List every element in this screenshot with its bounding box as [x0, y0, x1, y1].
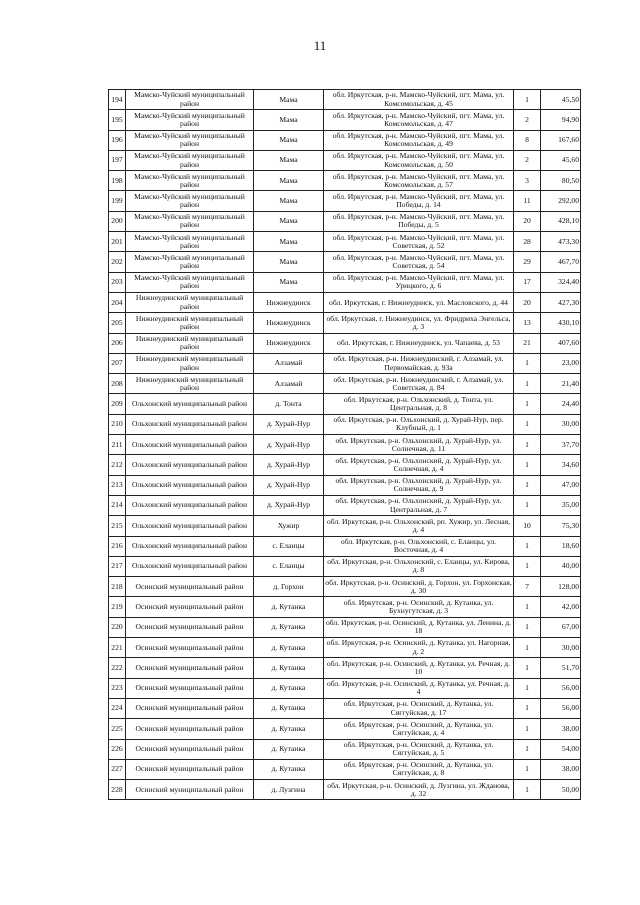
count-cell: 1 [514, 90, 541, 110]
table-row [109, 495, 581, 515]
address-cell: обл. Иркутская, р-н. Мамско-Чуйский, пгт. Мама, ул. Комсомольская, д. 45 [324, 90, 514, 110]
district-cell: Осинский муниципальный район [126, 597, 254, 617]
locality-cell: Мама [254, 252, 324, 272]
row-number-cell: 208 [109, 374, 126, 394]
count-cell: 3 [514, 171, 541, 191]
address-cell: обл. Иркутская, г. Нижнеудинск, ул. Масловского, д. 44 [324, 292, 514, 312]
count-cell: 20 [514, 292, 541, 312]
district-cell: Осинский муниципальный район [126, 678, 254, 698]
table-row [109, 435, 581, 455]
locality-cell: д. Кутанка [254, 698, 324, 718]
area-cell: 427,30 [541, 292, 581, 312]
table-row [109, 759, 581, 779]
area-cell: 80,50 [541, 171, 581, 191]
row-number-cell: 228 [109, 780, 126, 800]
count-cell: 1 [514, 556, 541, 576]
table-row [109, 516, 581, 536]
count-cell: 1 [514, 495, 541, 515]
district-cell: Мамско-Чуйский муниципальный район [126, 272, 254, 292]
locality-cell: д. Хурай-Нур [254, 495, 324, 515]
locality-cell: Нижнеудинск [254, 333, 324, 353]
area-cell: 38,00 [541, 759, 581, 779]
table-row [109, 232, 581, 252]
area-cell: 56,00 [541, 698, 581, 718]
table-row [109, 638, 581, 658]
district-cell: Ольхонский муниципальный район [126, 475, 254, 495]
count-cell: 1 [514, 435, 541, 455]
area-cell: 128,00 [541, 577, 581, 597]
district-cell: Ольхонский муниципальный район [126, 435, 254, 455]
district-cell: Мамско-Чуйский муниципальный район [126, 171, 254, 191]
address-cell: обл. Иркутская, р-н. Мамско-Чуйский, пгт. Мама, ул. Советская, д. 52 [324, 232, 514, 252]
row-number-cell: 215 [109, 516, 126, 536]
table-row [109, 150, 581, 170]
table-row [109, 719, 581, 739]
row-number-cell: 227 [109, 759, 126, 779]
table-row [109, 211, 581, 231]
count-cell: 2 [514, 150, 541, 170]
row-number-cell: 207 [109, 353, 126, 373]
table-row [109, 658, 581, 678]
area-cell: 67,00 [541, 617, 581, 637]
count-cell: 1 [514, 394, 541, 414]
locality-cell: Мама [254, 211, 324, 231]
row-number-cell: 198 [109, 171, 126, 191]
area-cell: 42,00 [541, 597, 581, 617]
row-number-cell: 196 [109, 130, 126, 150]
table-row [109, 678, 581, 698]
locality-cell: д. Кутанка [254, 739, 324, 759]
row-number-cell: 221 [109, 638, 126, 658]
district-cell: Мамско-Чуйский муниципальный район [126, 191, 254, 211]
locality-cell: д. Кутанка [254, 658, 324, 678]
count-cell: 1 [514, 374, 541, 394]
address-cell: обл. Иркутская, р-н. Осинский, д. Кутанка, ул. Бухнугутская, д. 3 [324, 597, 514, 617]
area-cell: 47,00 [541, 475, 581, 495]
count-cell: 7 [514, 577, 541, 597]
address-cell: обл. Иркутская, р-н. Мамско-Чуйский, пгт. Мама, ул. Комсомольская, д. 57 [324, 171, 514, 191]
area-cell: 324,40 [541, 272, 581, 292]
address-cell: обл. Иркутская, г. Нижнеудинск, ул. Чапаева, д. 53 [324, 333, 514, 353]
row-number-cell: 206 [109, 333, 126, 353]
row-number-cell: 212 [109, 455, 126, 475]
table-row [109, 353, 581, 373]
district-cell: Нижнеудинский муниципальный район [126, 353, 254, 373]
count-cell: 2 [514, 110, 541, 130]
locality-cell: Нижнеудинск [254, 313, 324, 333]
district-cell: Осинский муниципальный район [126, 698, 254, 718]
row-number-cell: 223 [109, 678, 126, 698]
area-cell: 51,70 [541, 658, 581, 678]
district-cell: Осинский муниципальный район [126, 780, 254, 800]
count-cell: 10 [514, 516, 541, 536]
district-cell: Осинский муниципальный район [126, 739, 254, 759]
address-cell: обл. Иркутская, р-н. Мамско-Чуйский, пгт. Мама, ул. Комсомольская, д. 49 [324, 130, 514, 150]
count-cell: 20 [514, 211, 541, 231]
row-number-cell: 218 [109, 577, 126, 597]
page-number: 11 [313, 38, 327, 53]
row-number-cell: 225 [109, 719, 126, 739]
address-cell: обл. Иркутская, р-н. Мамско-Чуйский, пгт. Мама, ул. Комсомольская, д. 47 [324, 110, 514, 130]
table-row [109, 536, 581, 556]
address-cell: обл. Иркутская, р-н. Нижнеудинский, г. Алзамай, ул. Первомайская, д. 93а [324, 353, 514, 373]
table-row [109, 191, 581, 211]
row-number-cell: 194 [109, 90, 126, 110]
table-row [109, 556, 581, 576]
table-row [109, 171, 581, 191]
district-cell: Ольхонский муниципальный район [126, 516, 254, 536]
locality-cell: д. Кутанка [254, 597, 324, 617]
address-cell: обл. Иркутская, р-н. Осинский, д. Кутанка, ул. Сяггуйская, д. 4 [324, 719, 514, 739]
count-cell: 1 [514, 759, 541, 779]
count-cell: 1 [514, 719, 541, 739]
district-cell: Мамско-Чуйский муниципальный район [126, 252, 254, 272]
address-cell: обл. Иркутская, р-н. Осинский, д. Кутанка, ул. Сяггуйская, д. 8 [324, 759, 514, 779]
address-cell: обл. Иркутская, р-н. Осинский, д. Кутанка, ул. Речная, д. 4 [324, 678, 514, 698]
row-number-cell: 201 [109, 232, 126, 252]
table-row [109, 252, 581, 272]
address-cell: обл. Иркутская, р-н. Мамско-Чуйский, пгт. Мама, ул. Комсомольская, д. 50 [324, 150, 514, 170]
district-cell: Нижнеудинский муниципальный район [126, 374, 254, 394]
count-cell: 1 [514, 353, 541, 373]
housing-registry-table [108, 89, 581, 800]
address-cell: обл. Иркутская, р-н. Осинский, д. Кутанка, ул. Сяггуйская, д. 17 [324, 698, 514, 718]
table-row [109, 394, 581, 414]
district-cell: Осинский муниципальный район [126, 759, 254, 779]
locality-cell: д. Тонта [254, 394, 324, 414]
row-number-cell: 220 [109, 617, 126, 637]
address-cell: обл. Иркутская, р-н. Осинский, д. Кутанка, ул. Нагорная, д. 2 [324, 638, 514, 658]
district-cell: Осинский муниципальный район [126, 638, 254, 658]
locality-cell: д. Кутанка [254, 678, 324, 698]
row-number-cell: 203 [109, 272, 126, 292]
address-cell: обл. Иркутская, р-н. Ольхонский, д. Хурай-Нур, ул. Солнечная, д. 4 [324, 455, 514, 475]
area-cell: 54,00 [541, 739, 581, 759]
district-cell: Ольхонский муниципальный район [126, 394, 254, 414]
address-cell: обл. Иркутская, р-н. Осинский, д. Лузгина, ул. Жданова, д. 32 [324, 780, 514, 800]
locality-cell: д. Кутанка [254, 759, 324, 779]
area-cell: 430,10 [541, 313, 581, 333]
district-cell: Мамско-Чуйский муниципальный район [126, 110, 254, 130]
area-cell: 56,00 [541, 678, 581, 698]
area-cell: 94,90 [541, 110, 581, 130]
locality-cell: Мама [254, 130, 324, 150]
row-number-cell: 202 [109, 252, 126, 272]
row-number-cell: 216 [109, 536, 126, 556]
address-cell: обл. Иркутская, р-н. Ольхонский, с. Еланцы, ул. Кирова, д. 8 [324, 556, 514, 576]
area-cell: 167,60 [541, 130, 581, 150]
district-cell: Нижнеудинский муниципальный район [126, 313, 254, 333]
locality-cell: д. Лузгина [254, 780, 324, 800]
address-cell: обл. Иркутская, р-н. Осинский, д. Кутанка, ул. Сяггуйская, д. 5 [324, 739, 514, 759]
area-cell: 50,00 [541, 780, 581, 800]
count-cell: 1 [514, 617, 541, 637]
count-cell: 1 [514, 739, 541, 759]
locality-cell: д. Хурай-Нур [254, 475, 324, 495]
row-number-cell: 205 [109, 313, 126, 333]
district-cell: Осинский муниципальный район [126, 658, 254, 678]
table-body [109, 90, 581, 800]
count-cell: 1 [514, 658, 541, 678]
locality-cell: Мама [254, 150, 324, 170]
count-cell: 1 [514, 597, 541, 617]
table-row [109, 617, 581, 637]
district-cell: Мамско-Чуйский муниципальный район [126, 150, 254, 170]
row-number-cell: 213 [109, 475, 126, 495]
row-number-cell: 222 [109, 658, 126, 678]
locality-cell: д. Кутанка [254, 617, 324, 637]
count-cell: 17 [514, 272, 541, 292]
area-cell: 37,70 [541, 435, 581, 455]
count-cell: 1 [514, 536, 541, 556]
address-cell: обл. Иркутская, р-н. Ольхонский, рп. Хужир, ул. Лесная, д. 4 [324, 516, 514, 536]
address-cell: обл. Иркутская, р-н. Ольхонский, д. Хурай-Нур, ул. Солнечная, д. 9 [324, 475, 514, 495]
count-cell: 1 [514, 678, 541, 698]
locality-cell: с. Еланцы [254, 536, 324, 556]
district-cell: Мамско-Чуйский муниципальный район [126, 211, 254, 231]
table-row [109, 597, 581, 617]
row-number-cell: 209 [109, 394, 126, 414]
count-cell: 1 [514, 698, 541, 718]
locality-cell: д. Хурай-Нур [254, 414, 324, 434]
district-cell: Осинский муниципальный район [126, 577, 254, 597]
area-cell: 292,00 [541, 191, 581, 211]
area-cell: 34,60 [541, 455, 581, 475]
address-cell: обл. Иркутская, р-н. Осинский, д. Кутанка, ул. Речная, д. 10 [324, 658, 514, 678]
locality-cell: Алзамай [254, 353, 324, 373]
district-cell: Мамско-Чуйский муниципальный район [126, 130, 254, 150]
count-cell: 13 [514, 313, 541, 333]
table-row [109, 272, 581, 292]
address-cell: обл. Иркутская, р-н. Мамско-Чуйский, пгт. Мама, ул. Победы, д. 5 [324, 211, 514, 231]
row-number-cell: 195 [109, 110, 126, 130]
row-number-cell: 199 [109, 191, 126, 211]
table-row [109, 292, 581, 312]
area-cell: 45,60 [541, 150, 581, 170]
locality-cell: д. Хурай-Нур [254, 455, 324, 475]
locality-cell: Мама [254, 232, 324, 252]
count-cell: 28 [514, 232, 541, 252]
locality-cell: Мама [254, 90, 324, 110]
area-cell: 40,00 [541, 556, 581, 576]
address-cell: обл. Иркутская, р-н. Мамско-Чуйский, пгт. Мама, ул. Победы, д. 14 [324, 191, 514, 211]
count-cell: 21 [514, 333, 541, 353]
area-cell: 30,00 [541, 414, 581, 434]
count-cell: 1 [514, 455, 541, 475]
district-cell: Осинский муниципальный район [126, 617, 254, 637]
district-cell: Ольхонский муниципальный район [126, 556, 254, 576]
table-row [109, 780, 581, 800]
locality-cell: д. Кутанка [254, 638, 324, 658]
district-cell: Мамско-Чуйский муниципальный район [126, 90, 254, 110]
district-cell: Мамско-Чуйский муниципальный район [126, 232, 254, 252]
area-cell: 467,70 [541, 252, 581, 272]
locality-cell: Мама [254, 171, 324, 191]
table-row [109, 110, 581, 130]
count-cell: 1 [514, 780, 541, 800]
locality-cell: с. Еланцы [254, 556, 324, 576]
address-cell: обл. Иркутская, р-н. Ольхонский, с. Еланцы, ул. Восточная, д. 4 [324, 536, 514, 556]
row-number-cell: 210 [109, 414, 126, 434]
table-row [109, 130, 581, 150]
count-cell: 1 [514, 414, 541, 434]
table-row [109, 333, 581, 353]
area-cell: 407,60 [541, 333, 581, 353]
address-cell: обл. Иркутская, г. Нижнеудинск, ул. Фридриха Энгельса, д. 3 [324, 313, 514, 333]
row-number-cell: 217 [109, 556, 126, 576]
address-cell: обл. Иркутская, р-н. Осинский, д. Горхон, ул. Горхонская, д. 30 [324, 577, 514, 597]
area-cell: 75,30 [541, 516, 581, 536]
locality-cell: д. Кутанка [254, 719, 324, 739]
locality-cell: д. Горхон [254, 577, 324, 597]
count-cell: 8 [514, 130, 541, 150]
area-cell: 18,60 [541, 536, 581, 556]
table-row [109, 313, 581, 333]
table-row [109, 455, 581, 475]
locality-cell: Мама [254, 272, 324, 292]
district-cell: Ольхонский муниципальный район [126, 455, 254, 475]
count-cell: 29 [514, 252, 541, 272]
area-cell: 30,00 [541, 638, 581, 658]
table-row [109, 374, 581, 394]
area-cell: 23,00 [541, 353, 581, 373]
district-cell: Нижнеудинский муниципальный район [126, 333, 254, 353]
row-number-cell: 211 [109, 435, 126, 455]
area-cell: 21,40 [541, 374, 581, 394]
table-row [109, 90, 581, 110]
row-number-cell: 200 [109, 211, 126, 231]
area-cell: 24,40 [541, 394, 581, 414]
address-cell: обл. Иркутская, р-н. Мамско-Чуйский, пгт. Мама, ул. Урицкого, д. 6 [324, 272, 514, 292]
row-number-cell: 226 [109, 739, 126, 759]
count-cell: 11 [514, 191, 541, 211]
table-row [109, 698, 581, 718]
area-cell: 473,30 [541, 232, 581, 252]
locality-cell: д. Хурай-Нур [254, 435, 324, 455]
area-cell: 428,10 [541, 211, 581, 231]
district-cell: Осинский муниципальный район [126, 719, 254, 739]
district-cell: Нижнеудинский муниципальный район [126, 292, 254, 312]
area-cell: 35,00 [541, 495, 581, 515]
address-cell: обл. Иркутская, р-н. Ольхонский, д. Тонта, ул. Центральная, д. 8 [324, 394, 514, 414]
locality-cell: Хужир [254, 516, 324, 536]
row-number-cell: 219 [109, 597, 126, 617]
area-cell: 45,50 [541, 90, 581, 110]
locality-cell: Нижнеудинск [254, 292, 324, 312]
address-cell: обл. Иркутская, р-н. Осинский, д. Кутанка, ул. Ленина, д. 18 [324, 617, 514, 637]
table-row [109, 475, 581, 495]
address-cell: обл. Иркутская, р-н. Нижнеудинский, г. Алзамай, ул. Советская, д. 84 [324, 374, 514, 394]
table-row [109, 739, 581, 759]
locality-cell: Алзамай [254, 374, 324, 394]
row-number-cell: 204 [109, 292, 126, 312]
address-cell: обл. Иркутская, р-н. Ольхонский, д. Хурай-Нур, пер. Клубный, д. 1 [324, 414, 514, 434]
count-cell: 1 [514, 475, 541, 495]
locality-cell: Мама [254, 191, 324, 211]
address-cell: обл. Иркутская, р-н. Ольхонский, д. Хурай-Нур, ул. Солнечная, д. 11 [324, 435, 514, 455]
district-cell: Ольхонский муниципальный район [126, 536, 254, 556]
table-row [109, 577, 581, 597]
address-cell: обл. Иркутская, р-н. Мамско-Чуйский, пгт. Мама, ул. Советская, д. 54 [324, 252, 514, 272]
row-number-cell: 197 [109, 150, 126, 170]
address-cell: обл. Иркутская, р-н. Ольхонский, д. Хурай-Нур, ул. Центральная, д. 7 [324, 495, 514, 515]
count-cell: 1 [514, 638, 541, 658]
row-number-cell: 214 [109, 495, 126, 515]
district-cell: Ольхонский муниципальный район [126, 414, 254, 434]
table-row [109, 414, 581, 434]
locality-cell: Мама [254, 110, 324, 130]
row-number-cell: 224 [109, 698, 126, 718]
district-cell: Ольхонский муниципальный район [126, 495, 254, 515]
area-cell: 38,00 [541, 719, 581, 739]
